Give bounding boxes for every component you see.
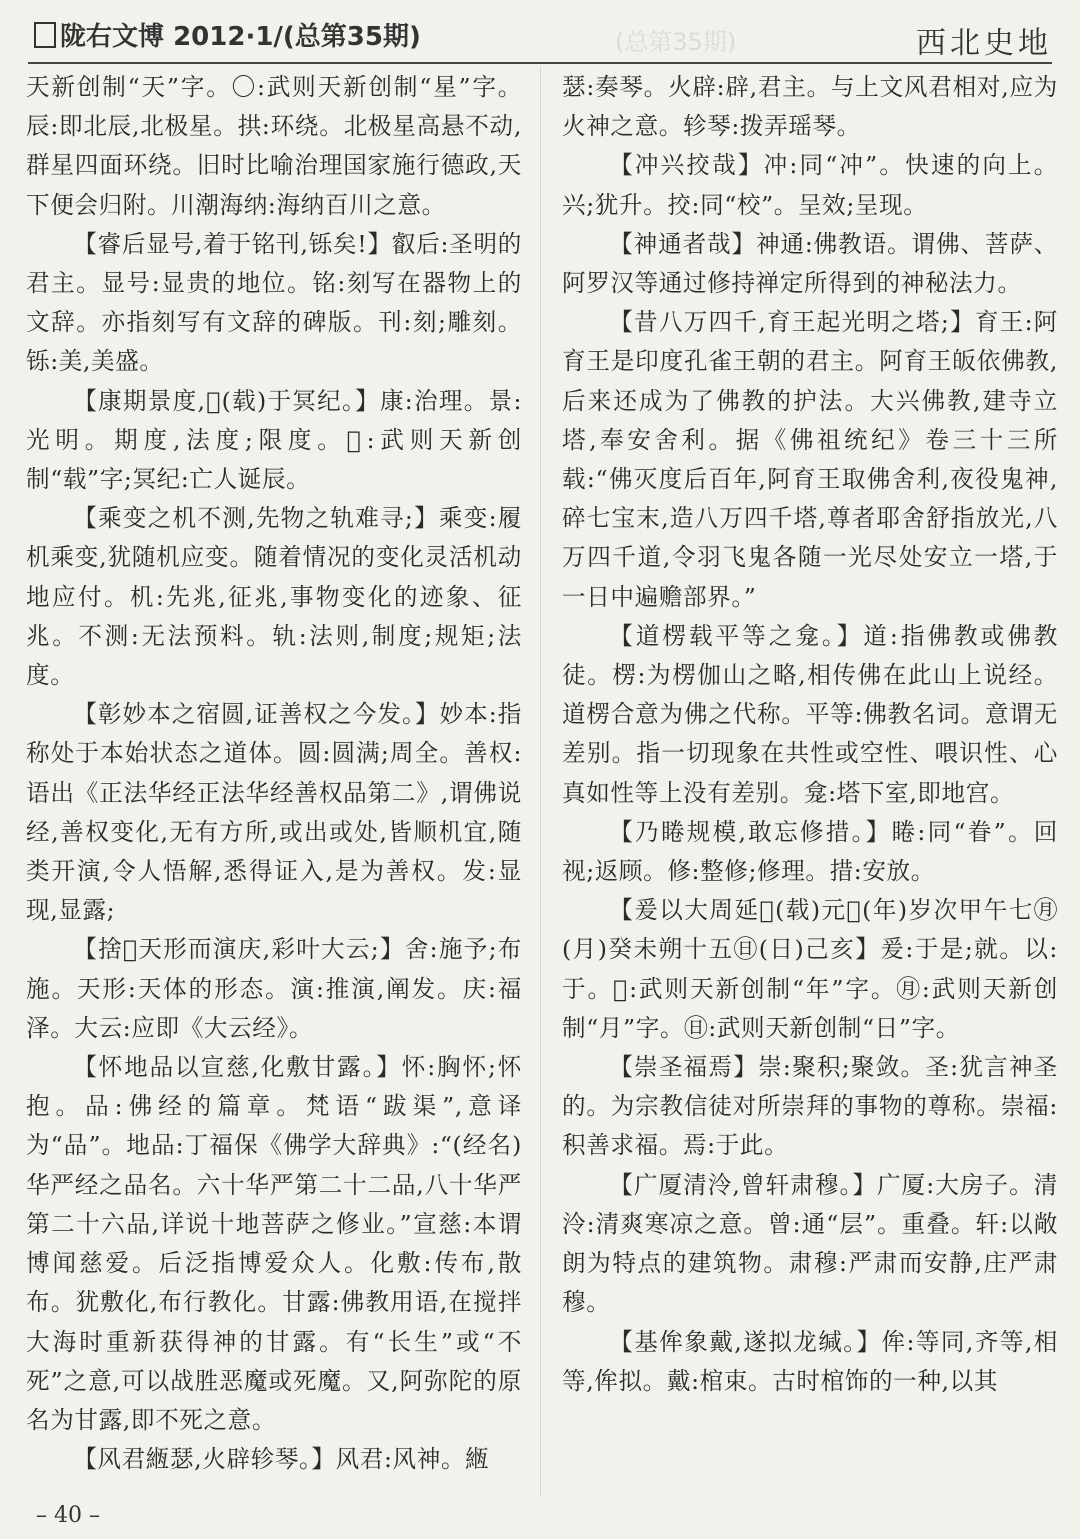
journal-title bbox=[60, 16, 421, 53]
journal-issue: 2012·1/(总第35期) bbox=[173, 22, 421, 52]
paragraph: 【睿后显号,着于铭刊,铄矣!】叡后:圣明的君主。显号:显贵的地位。铭:刻写在器物上的文辞。亦指刻写有文辞的碑版。刊:刻;雕刻。铄:美,美盛。 bbox=[26, 229, 522, 376]
bleed-through-issue: (总第35期) bbox=[615, 28, 737, 56]
paragraph: 【神通者哉】神通:佛教语。谓佛、菩萨、阿罗汉等通过修持禅定所得到的神秘法力。 bbox=[562, 229, 1058, 298]
paragraph: 瑟:奏琴。火辟:辟,君主。与上文风君相对,应为火神之意。轸琴:拨弄瑶琴。 bbox=[562, 73, 1058, 141]
journal-name: 陇右文博 bbox=[60, 22, 165, 52]
paragraph: 【广厦清泠,曾轩肃穆。】广厦:大房子。清泠:清爽寒凉之意。曾:通“层”。重叠。轩:以敞朗为特点的建筑物。肃穆:严肃而安静,庄严肃穆。 bbox=[562, 1170, 1058, 1317]
paragraph: 天新创制“天”字。〇:武则天新创制“星”字。辰:即北辰,北极星。拱:环绕。北极星高悬不动,群星四面环绕。旧时比喻治理国家施行德政,天下便会归附。川潮海纳:海纳百川之意。 bbox=[26, 73, 522, 219]
page-number: – 40 – bbox=[36, 1503, 100, 1528]
section-title: 西北史地 bbox=[916, 26, 1052, 61]
paragraph: 【捨𠆭天形而演庆,彩叶大云;】舍:施予;布施。天形:天体的形态。演:推演,阐发。庆:福泽。大云:应即《大云经》。 bbox=[26, 935, 522, 1042]
right-column bbox=[562, 68, 1058, 1401]
paragraph: 【乘变之机不测,先物之轨难寻;】乘变:履机乘变,犹随机应变。随着情况的变化灵活机动地应付。机:先兆,征兆,事物变化的迹象、征兆。不测:无法预料。轨:法则,制度;规矩;法度。 bbox=[26, 504, 522, 690]
left-column bbox=[26, 68, 522, 1479]
page-header bbox=[0, 0, 1080, 64]
header-rule bbox=[28, 62, 1052, 64]
paragraph: 【彰妙本之宿圆,证善权之今发。】妙本:指称处于本始状态之道体。圆:圆满;周全。善权:语出《正法华经正法华经善权品第二》,谓佛说经,善权变化,无有方所,或出或处,皆顺机宜,随类开演,令人悟解,悉得证入,是为善权。发:显现,显露; bbox=[26, 700, 522, 925]
paragraph: 【崇圣福焉】崇:聚积;聚敛。圣:犹言神圣的。为宗教信徒对所崇拜的事物的尊称。崇福:积善求福。焉:于此。 bbox=[562, 1053, 1058, 1160]
paragraph: 【昔八万四千,育王起光明之塔;】育王:阿育王是印度孔雀王朝的君主。阿育王皈依佛教,后来还成为了佛教的护法。大兴佛教,建寺立塔,奉安舍利。据《佛祖统纪》卷三十三所载:“佛灭度后百年,阿育王取佛舍利,夜役鬼神,碎七宝末,造八万四千塔,尊者耶舍舒指放光,八万四千道,令羽飞鬼各随一光尽处安立一塔,于一日中遍赡部界。” bbox=[562, 308, 1058, 611]
header-square-mark bbox=[34, 22, 56, 48]
paragraph: 【冲兴挍哉】冲:同“冲”。快速的向上。兴;犹升。挍:同“校”。呈效;呈现。 bbox=[562, 151, 1058, 219]
paragraph: 【乃睠规模,敢忘修措。】睠:同“眷”。回视;返顾。修:整修;修理。措:安放。 bbox=[562, 817, 1058, 886]
paragraph: 【怀地品以宣慈,化敷甘露。】怀:胸怀;怀抱。品:佛经的篇章。梵语“跋渠”,意译为“品”。地品:丁福保《佛学大辞典》:“(经名)华严经之品名。六十华严第二十二品,八十华严第二十六品,详说十地菩萨之修业。”宣慈:本谓博闻慈爱。后泛指博爱众人。化敷:传布,散布。犹敷化,布行教化。甘露:佛教用语,在搅拌大海时重新获得神的甘露。有“长生”或“不死”之意,可以战胜恶魔或死魔。又,阿弥陀的原名为甘露,即不死之意。 bbox=[26, 1053, 522, 1434]
paragraph: 【道楞载平等之龛。】道:指佛教或佛教徒。楞:为楞伽山之略,相传佛在此山上说经。道楞合意为佛之代称。平等:佛教名词。意谓无差别。指一切现象在共性或空性、喂识性、心真如性等上没有差别。龛:塔下室,即地宫。 bbox=[562, 621, 1058, 807]
paragraph: 【基侔象戴,遂拟龙缄。】侔:等同,齐等,相等,侔拟。戴:棺束。古时棺饰的一种,以其 bbox=[562, 1327, 1058, 1395]
paragraph: 【爰以大周延𡕀(载)元𠡦(年)岁次甲午七㊊(月)癸未朔十五㊐(日)己亥】爰:于是;就。以:于。𠡦:武则天新创制“年”字。㊊:武则天新创制“月”字。㊐:武则天新创制“日”字。 bbox=[562, 896, 1058, 1042]
paragraph: 【康期景度,𡕀(载)于冥纪。】康:治理。景:光明。期度,法度;限度。𡕀:武则天新创制“载”字;冥纪:亡人诞辰。 bbox=[26, 386, 522, 494]
column-divider bbox=[540, 66, 541, 1496]
paragraph: 【风君緪瑟,火辟轸琴。】风君:风神。緪 bbox=[73, 1445, 490, 1474]
